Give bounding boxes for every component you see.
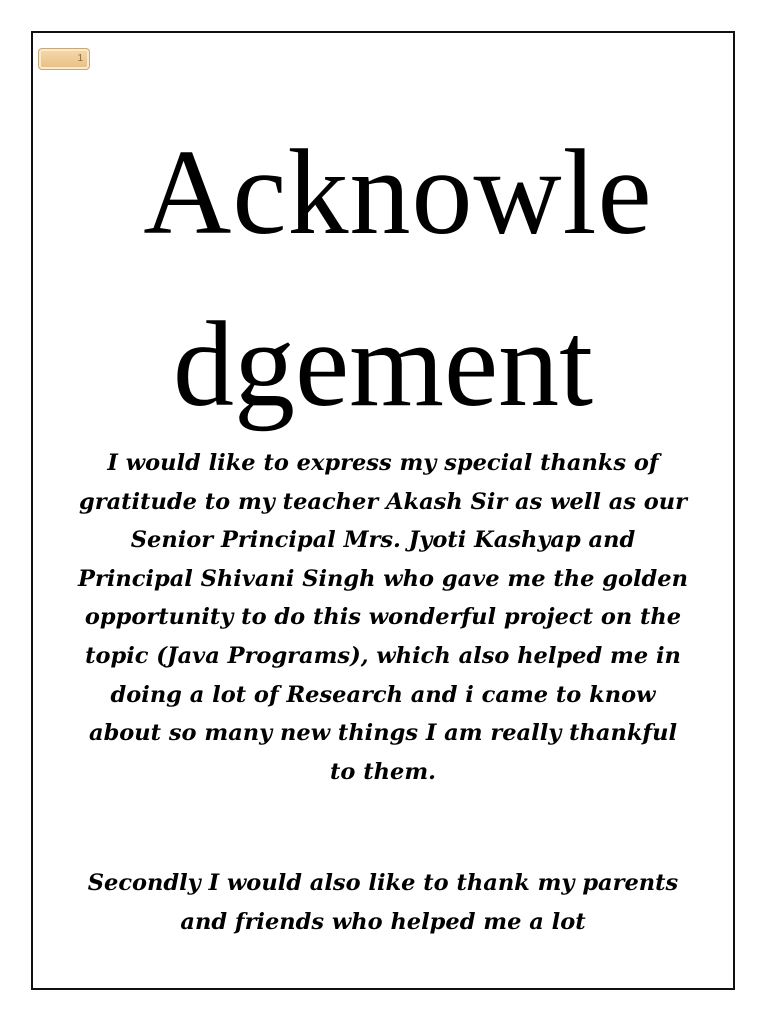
- title-line-2: dgement: [172, 297, 594, 432]
- paragraph-parents: Secondly I would also like to thank my parents and friends who helped me a lot: [87, 870, 679, 935]
- paragraph-thanks: I would like to express my special thanks of gratitude to my teacher Akash Sir as well as our Senior Principal Mrs. Jyoti Kashyap and Principal Shivani Singh who gave me the golden opportunity to do this wonderful project on the topic (Java Programs), which also helped me in doing a lot of Research and i came to know about so many new things I am really thankful to them.: [78, 450, 688, 785]
- document-title: [33, 107, 733, 451]
- document-page: [31, 31, 735, 990]
- title-line-1: Acknowle: [143, 125, 653, 260]
- page-number-tab: [38, 48, 90, 70]
- page-number: 1: [77, 53, 83, 64]
